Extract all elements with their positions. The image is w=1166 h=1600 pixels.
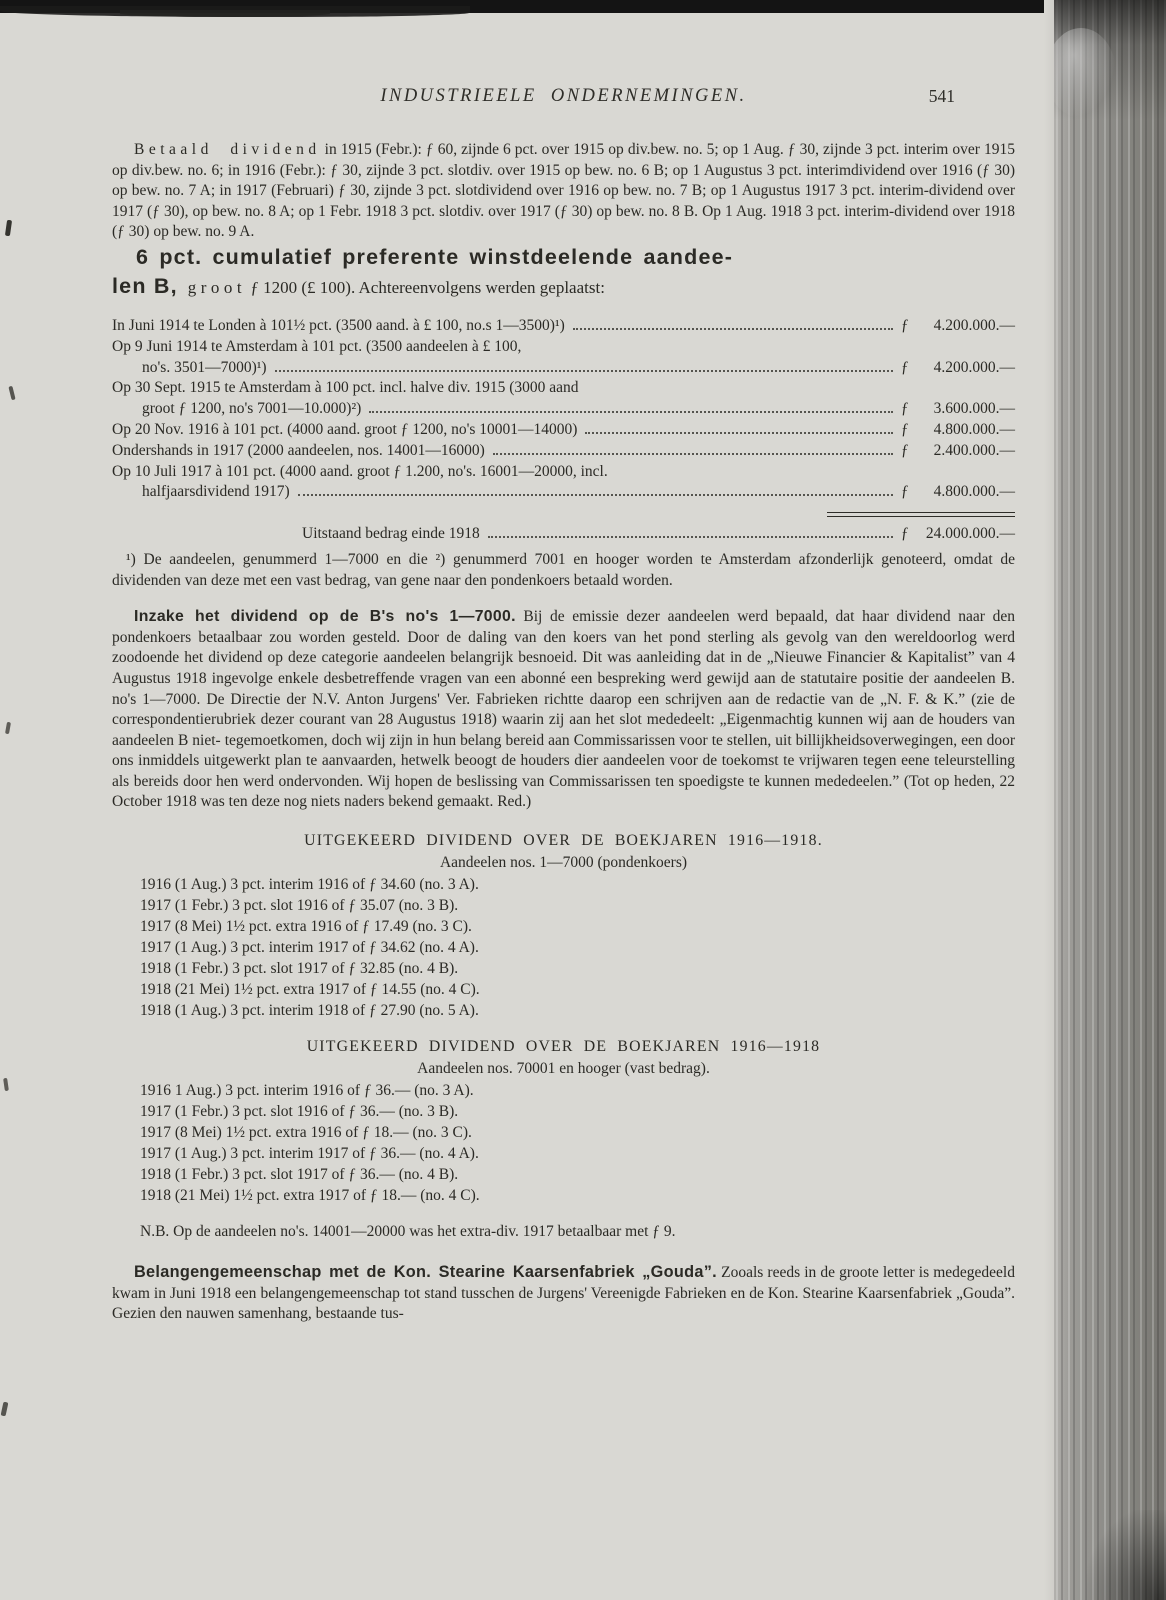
placement-amount: 3.600.000.— <box>933 400 1015 418</box>
placement-text: groot ƒ 1200, no's 7001—10.000)²) <box>142 400 362 418</box>
currency-sign: ƒ <box>901 316 909 334</box>
table-subtitle: Aandeelen nos. 1—7000 (pondenkoers) <box>439 854 688 872</box>
margin-mark <box>5 220 12 237</box>
heading-rest: ƒ 1200 (£ 100). Achtereenvolgens werden geplaatst: <box>246 277 605 297</box>
table-row: 1918 (1 Aug.) 3 pct. interim 1918 of ƒ 27.90 (no. 5 A). <box>140 1002 479 1020</box>
placement-row <box>112 316 1015 337</box>
placement-text: no's. 3501—7000)¹) <box>142 358 267 376</box>
runin-heading-belangengemeenschap: Belangengemeenschap met de Kon. Stearine Kaarsenfabriek „Gouda”. <box>134 1263 717 1282</box>
table-row: 1918 (21 Mei) 1½ pct. extra 1917 of ƒ 18.— (no. 4 C). <box>140 1187 480 1205</box>
dotted-leader <box>275 370 893 372</box>
heading-line-1: 6 pct. cumulatief preferente winstdeelende aandee- <box>136 244 734 269</box>
currency-sign: ƒ <box>901 441 909 459</box>
heading-bold: len B, <box>112 273 178 298</box>
table-row: 1918 (21 Mei) 1½ pct. extra 1917 of ƒ 14.55 (no. 4 C). <box>140 981 480 999</box>
table-row: 1916 1 Aug.) 3 pct. interim 1916 of ƒ 36.— (no. 3 A). <box>140 1082 474 1100</box>
page-edge-stripes <box>1044 0 1166 1600</box>
table-row: 1917 (1 Aug.) 3 pct. interim 1917 of ƒ 34.62 (no. 4 A). <box>140 939 479 957</box>
heading-groot: groot <box>187 277 247 297</box>
nb-note: N.B. Op de aandeelen no's. 14001—20000 was het extra-div. 1917 betaalbaar met ƒ 9. <box>140 1223 676 1241</box>
margin-mark <box>5 722 11 735</box>
dotted-leader <box>369 411 893 413</box>
paragraph-text: Zooals reeds in de groote letter is medegedeeld kwam in Juni 1918 een belangengemeenschap tot stand tusschen de Jurgens' Vereenigde Fabrieken en de Kon. Stearine Kaarsenfabriek „Gouda”. Gezien den nauwen samenhang, bestaande tus- <box>112 1264 1015 1323</box>
page-header <box>112 86 1015 112</box>
section-heading-preferente-aandeelen <box>112 243 1015 304</box>
placement-row <box>112 420 1015 441</box>
table-title: UITGEKEERD DIVIDEND OVER DE BOEKJAREN 1916—1918 <box>306 1038 821 1056</box>
paragraph-text: Bij de emissie dezer aandeelen werd bepaald, dat haar dividend naar den pondenkoers betaalbaar zou worden gesteld. Door de daling van den koers van het pond sterling als gevolg van den wereldoorlog werd zoodoende het dividend op deze categorie aandeelen belangrijk besnoeid. Dit was aanleiding dat in de „Nieuwe Financier & Kapitalist” van 4 Augustus 1918 ingevolge enkele desbetreffende vragen van een abonné een bespreking werd gewijd aan de statutaire positie der aandeelen B. no's 1—7000. De Directie der N.V. Anton Jurgens' Ver. Fabrieken richtte daarop een schrijven aan de redactie van de „N. F. & K.” (zie de correspondentierubriek dezer courant van 28 Augustus 1918) waarin zij aan het slot mededeelt: „Eigenmachtig kunnen wij aan de houders van aandeelen B niet- tegemoetkomen, doch wij zijn in hun belang bereid aan Commissarissen voor te stellen, uit billijkheidsoverwegingen, een door ons inmiddels uitgewerkt plan te aanvaarden, hetwelk beoogt de houders dier aandeelen voor de toekomst te vrijwaren tegen eene teleurstelling als bereids door hen werd ondervonden. Wij hopen de beslissing van Commissarissen ten spoedigste te kunnen mededeelen.” (Tot op heden, 22 October 1918 was ten deze nog niets naders bekend gemaakt. Red.) <box>112 608 1015 811</box>
table-row: 1917 (1 Febr.) 3 pct. slot 1916 of ƒ 36.— (no. 3 B). <box>140 1103 459 1121</box>
placement-row: Op 30 Sept. 1915 te Amsterdam à 100 pct. incl. halve div. 1915 (3000 aand <box>112 379 579 397</box>
total-double-rule <box>827 512 1015 517</box>
table-row: 1918 (1 Febr.) 3 pct. slot 1917 of ƒ 32.85 (no. 4 B). <box>140 960 459 978</box>
margin-mark <box>1 1402 9 1417</box>
placement-row: Op 10 Juli 1917 à 101 pct. (4000 aand. groot ƒ 1.200, no's. 16001—20000, incl. <box>112 462 608 480</box>
dotted-leader <box>493 453 893 455</box>
total-amount: 24.000.000.— <box>925 525 1015 543</box>
dotted-leader <box>488 536 893 538</box>
placement-amount: 2.400.000.— <box>933 441 1015 459</box>
footnote: ¹) De aandeelen, genummerd 1—7000 en die ²) genummerd 7001 en hooger worden te Amsterdam afzonderlijk genoteerd, omdat de dividenden van deze met een vast bedrag, van gene naar den pondenkoers betaald worden. <box>112 550 1015 589</box>
table-row: 1917 (8 Mei) 1½ pct. extra 1916 of ƒ 18.— (no. 3 C). <box>140 1124 472 1142</box>
table-title: UITGEKEERD DIVIDEND OVER DE BOEKJAREN 1916—1918. <box>304 832 823 850</box>
placement-text: halfjaarsdividend 1917) <box>142 483 290 501</box>
page-curl-edge <box>1044 0 1054 1600</box>
placement-amount: 4.800.000.— <box>933 483 1015 501</box>
currency-sign: ƒ <box>901 483 909 501</box>
table-subtitle: Aandeelen nos. 70001 en hooger (vast bedrag). <box>417 1060 710 1078</box>
page-content <box>112 86 1015 1325</box>
total-row <box>112 524 1015 545</box>
placement-amount: 4.200.000.— <box>933 358 1015 376</box>
placement-text: In Juni 1914 te Londen à 101½ pct. (3500 aand. à £ 100, no.s 1—3500)¹) <box>112 316 565 334</box>
currency-sign: ƒ <box>901 358 909 376</box>
placement-text: Ondershands in 1917 (2000 aandeelen, nos. 14001—16000) <box>112 441 485 459</box>
table-row: 1917 (8 Mei) 1½ pct. extra 1916 of ƒ 17.49 (no. 3 C). <box>140 918 472 936</box>
currency-sign: ƒ <box>901 525 909 543</box>
paragraph-inzake-dividend <box>112 607 1015 813</box>
dividend-table-vast-bedrag <box>112 1036 1015 1206</box>
placement-row-continuation <box>112 482 1015 503</box>
dotted-leader <box>585 432 893 434</box>
fore-edge-highlight <box>1046 28 1116 118</box>
placement-row: Op 9 Juni 1914 te Amsterdam à 101 pct. (3500 aandeelen à £ 100, <box>112 337 522 355</box>
paragraph-betaald-dividend <box>112 140 1015 243</box>
placement-row-continuation <box>112 358 1015 379</box>
placement-row-continuation <box>112 399 1015 420</box>
paragraph-lead: Betaald dividend <box>134 141 321 158</box>
dotted-leader <box>573 328 893 330</box>
fore-edge-bottom-shadow <box>1086 1510 1166 1600</box>
table-row: 1918 (1 Febr.) 3 pct. slot 1917 of ƒ 36.— (no. 4 B). <box>140 1166 459 1184</box>
margin-mark <box>8 386 15 401</box>
placement-row <box>112 441 1015 462</box>
dividend-table-pondenkoers <box>112 830 1015 1021</box>
currency-sign: ƒ <box>901 400 909 418</box>
placement-amount: 4.800.000.— <box>933 420 1015 438</box>
paragraph-belangengemeenschap <box>112 1262 1015 1325</box>
table-row: 1917 (1 Febr.) 3 pct. slot 1916 of ƒ 35.07 (no. 3 B). <box>140 897 459 915</box>
book-fore-edge <box>1044 0 1166 1600</box>
runin-heading-inzake: Inzake het dividend op de B's no's 1—7000. <box>134 608 516 626</box>
running-title: INDUSTRIEELE ONDERNEMINGEN. <box>380 86 747 106</box>
currency-sign: ƒ <box>901 420 909 438</box>
heading-line-2 <box>112 271 1015 304</box>
table-row: 1916 (1 Aug.) 3 pct. interim 1916 of ƒ 34.60 (no. 3 A). <box>140 876 479 894</box>
margin-mark <box>3 1078 9 1091</box>
scan-top-smudge <box>120 10 330 17</box>
page-number: 541 <box>928 86 955 106</box>
placements-list <box>112 316 1015 545</box>
table-row: 1917 (1 Aug.) 3 pct. interim 1917 of ƒ 36.— (no. 4 A). <box>140 1145 479 1163</box>
dotted-leader <box>298 494 893 496</box>
placement-text: Op 20 Nov. 1916 à 101 pct. (4000 aand. groot ƒ 1200, no's 10001—14000) <box>112 420 578 438</box>
placement-amount: 4.200.000.— <box>933 316 1015 334</box>
paragraph-text: in 1915 (Febr.): ƒ 60, zijnde 6 pct. over 1915 op div.bew. no. 5; op 1 Aug. ƒ 30, zijnde 3 pct. interim over 1915 op div.bew. no. 6; in 1916 (Febr.): ƒ 30, zijnde 3 pct. slotdiv. over 1915 op bew. no. 6 B; op 1 Augustus 3 pct. interimdividend over 1916 (ƒ 30) op bew. no. 7 A; in 1917 (Februari) ƒ 30, zijnde 3 pct. slotdividend over 1916 op bew. no. 7 B; op 1 Augustus 1917 3 pct. interim-dividend over 1917 (ƒ 30), op bew. no. 8 A; op 1 Febr. 1918 3 pct. slotdiv. over 1917 (ƒ 30) op bew. no. 8 B. Op 1 Aug. 1918 3 pct. interim-dividend over 1918 (ƒ 30) op bew. no. 9 A. <box>112 141 1015 241</box>
total-label: Uitstaand bedrag einde 1918 <box>302 525 480 543</box>
